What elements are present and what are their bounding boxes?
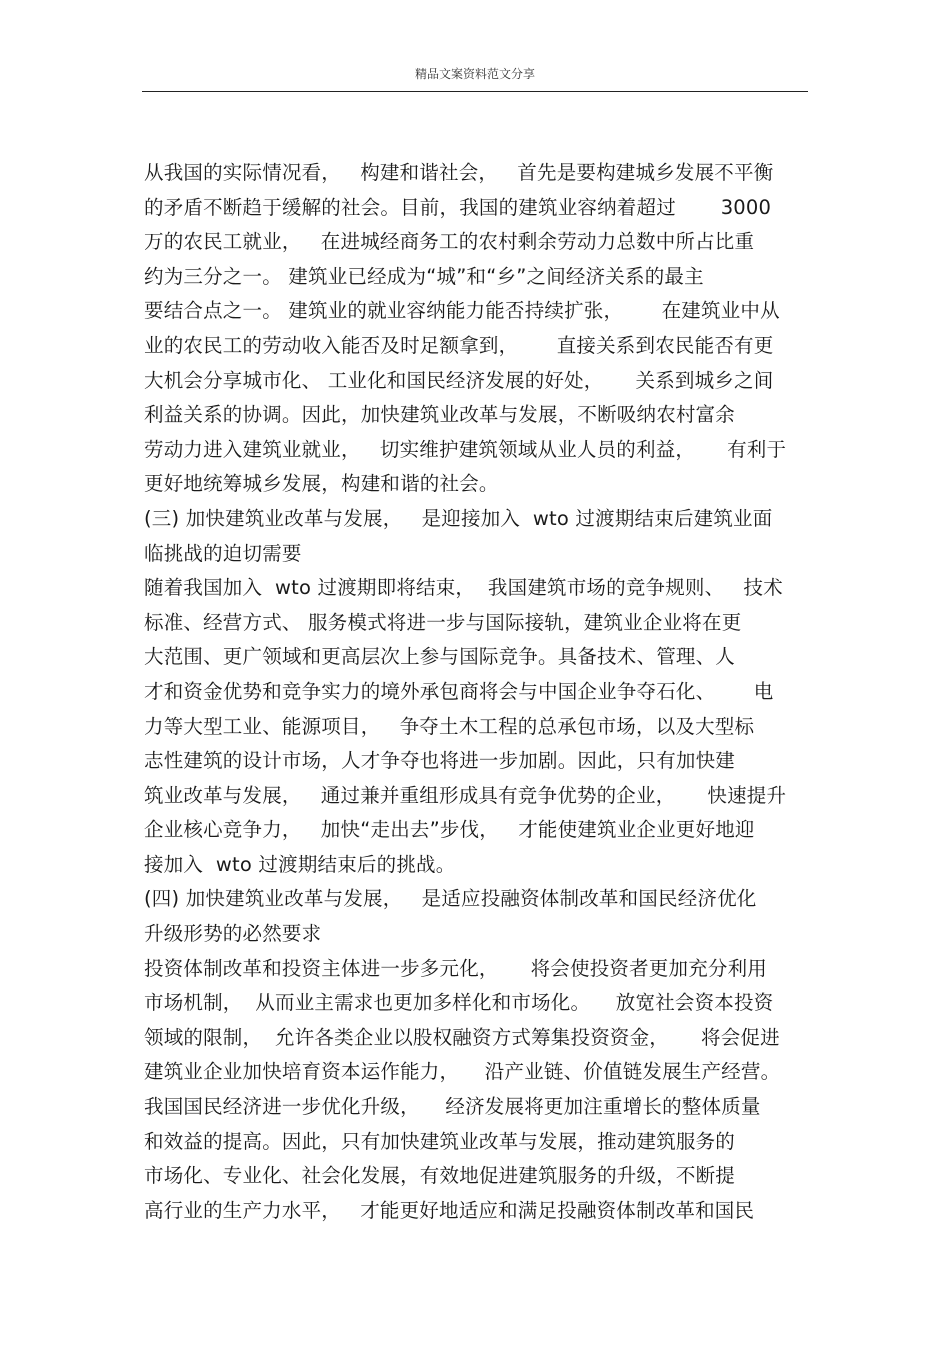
text-line: 我国国民经济进一步优化升级， 经济发展将更加注重增长的整体质量 xyxy=(144,1095,761,1119)
text-line: 更好地统筹城乡发展，构建和谐的社会。 xyxy=(144,472,499,496)
text-line: 万的农民工就业， 在进城经商务工的农村剩余劳动力总数中所占比重 xyxy=(144,230,755,254)
text-line: 志性建筑的设计市场，人才争夺也将进一步加剧。因此，只有加快建 xyxy=(144,749,736,773)
text-line: 企业核心竞争力， 加快“走出去”步伐， 才能使建筑业企业更好地迎 xyxy=(144,818,755,842)
header-rule xyxy=(142,91,808,92)
body-text xyxy=(144,156,808,1228)
text-line: 要结合点之一。 建筑业的就业容纳能力能否持续扩张， 在建筑业中从 xyxy=(144,299,780,323)
section-heading: 升级形势的必然要求 xyxy=(144,922,322,946)
text-line: 接加入 wto 过渡期结束后的挑战。 xyxy=(144,852,456,876)
text-line: 劳动力进入建筑业就业， 切实维护建筑领域从业人员的利益， 有利于 xyxy=(144,437,787,461)
text-line: 的矛盾不断趋于缓解的社会。目前，我国的建筑业容纳着超过 3000 xyxy=(144,195,772,219)
text-line: 建筑业企业加快培育资本运作能力， 沿产业链、价值链发展生产经营。 xyxy=(144,1060,781,1084)
text-line: 高行业的生产力水平， 才能更好地适应和满足投融资体制改革和国民 xyxy=(144,1198,755,1222)
text-line: 筑业改革与发展， 通过兼并重组形成具有竞争优势的企业， 快速提升 xyxy=(144,783,787,807)
text-line: 投资体制改革和投资主体进一步多元化， 将会使投资者更加充分利用 xyxy=(144,956,767,980)
text-line: 才和资金优势和竞争实力的境外承包商将会与中国企业争夺石化、 电 xyxy=(144,679,774,703)
section-heading: (四) 加快建筑业改革与发展， 是适应投融资体制改革和国民经济优化 xyxy=(144,887,757,911)
text-line: 领域的限制， 允许各类企业以股权融资方式筹集投资资金， 将会促进 xyxy=(144,1025,780,1049)
section-heading: (三) 加快建筑业改革与发展， 是迎接加入 wto 过渡期结束后建筑业面 xyxy=(144,506,773,530)
text-line: 和效益的提高。因此，只有加快建筑业改革与发展，推动建筑服务的 xyxy=(144,1129,736,1153)
text-line: 大机会分享城市化、 工业化和国民经济发展的好处， 关系到城乡之间 xyxy=(144,368,774,392)
text-line: 标准、经营方式、 服务模式将进一步与国际接轨，建筑业企业将在更 xyxy=(144,610,742,634)
text-line: 利益关系的协调。因此，加快建筑业改革与发展，不断吸纳农村富余 xyxy=(144,403,736,427)
text-line: 市场机制， 从而业主需求也更加多样化和市场化。 放宽社会资本投资 xyxy=(144,991,774,1015)
section-heading: 临挑战的迫切需要 xyxy=(144,541,302,565)
text-line: 市场化、专业化、社会化发展，有效地促进建筑服务的升级，不断提 xyxy=(144,1164,736,1188)
text-line: 从我国的实际情况看， 构建和谐社会， 首先是要构建城乡发展不平衡 xyxy=(144,161,774,184)
text-line: 力等大型工业、能源项目， 争夺土木工程的总承包市场，以及大型标 xyxy=(144,714,755,738)
page-header: 精品文案资料范文分享 xyxy=(414,67,535,81)
text-line: 业的农民工的劳动收入能否及时足额拿到， 直接关系到农民能否有更 xyxy=(144,333,774,357)
text-line: 约为三分之一。 建筑业已经成为“城”和“乡”之间经济关系的最主 xyxy=(144,264,704,288)
text-line: 大范围、更广领域和更高层次上参与国际竞争。具备技术、管理、人 xyxy=(144,645,736,669)
text-line: 随着我国加入 wto 过渡期即将结束， 我国建筑市场的竞争规则、 技术 xyxy=(144,576,783,600)
